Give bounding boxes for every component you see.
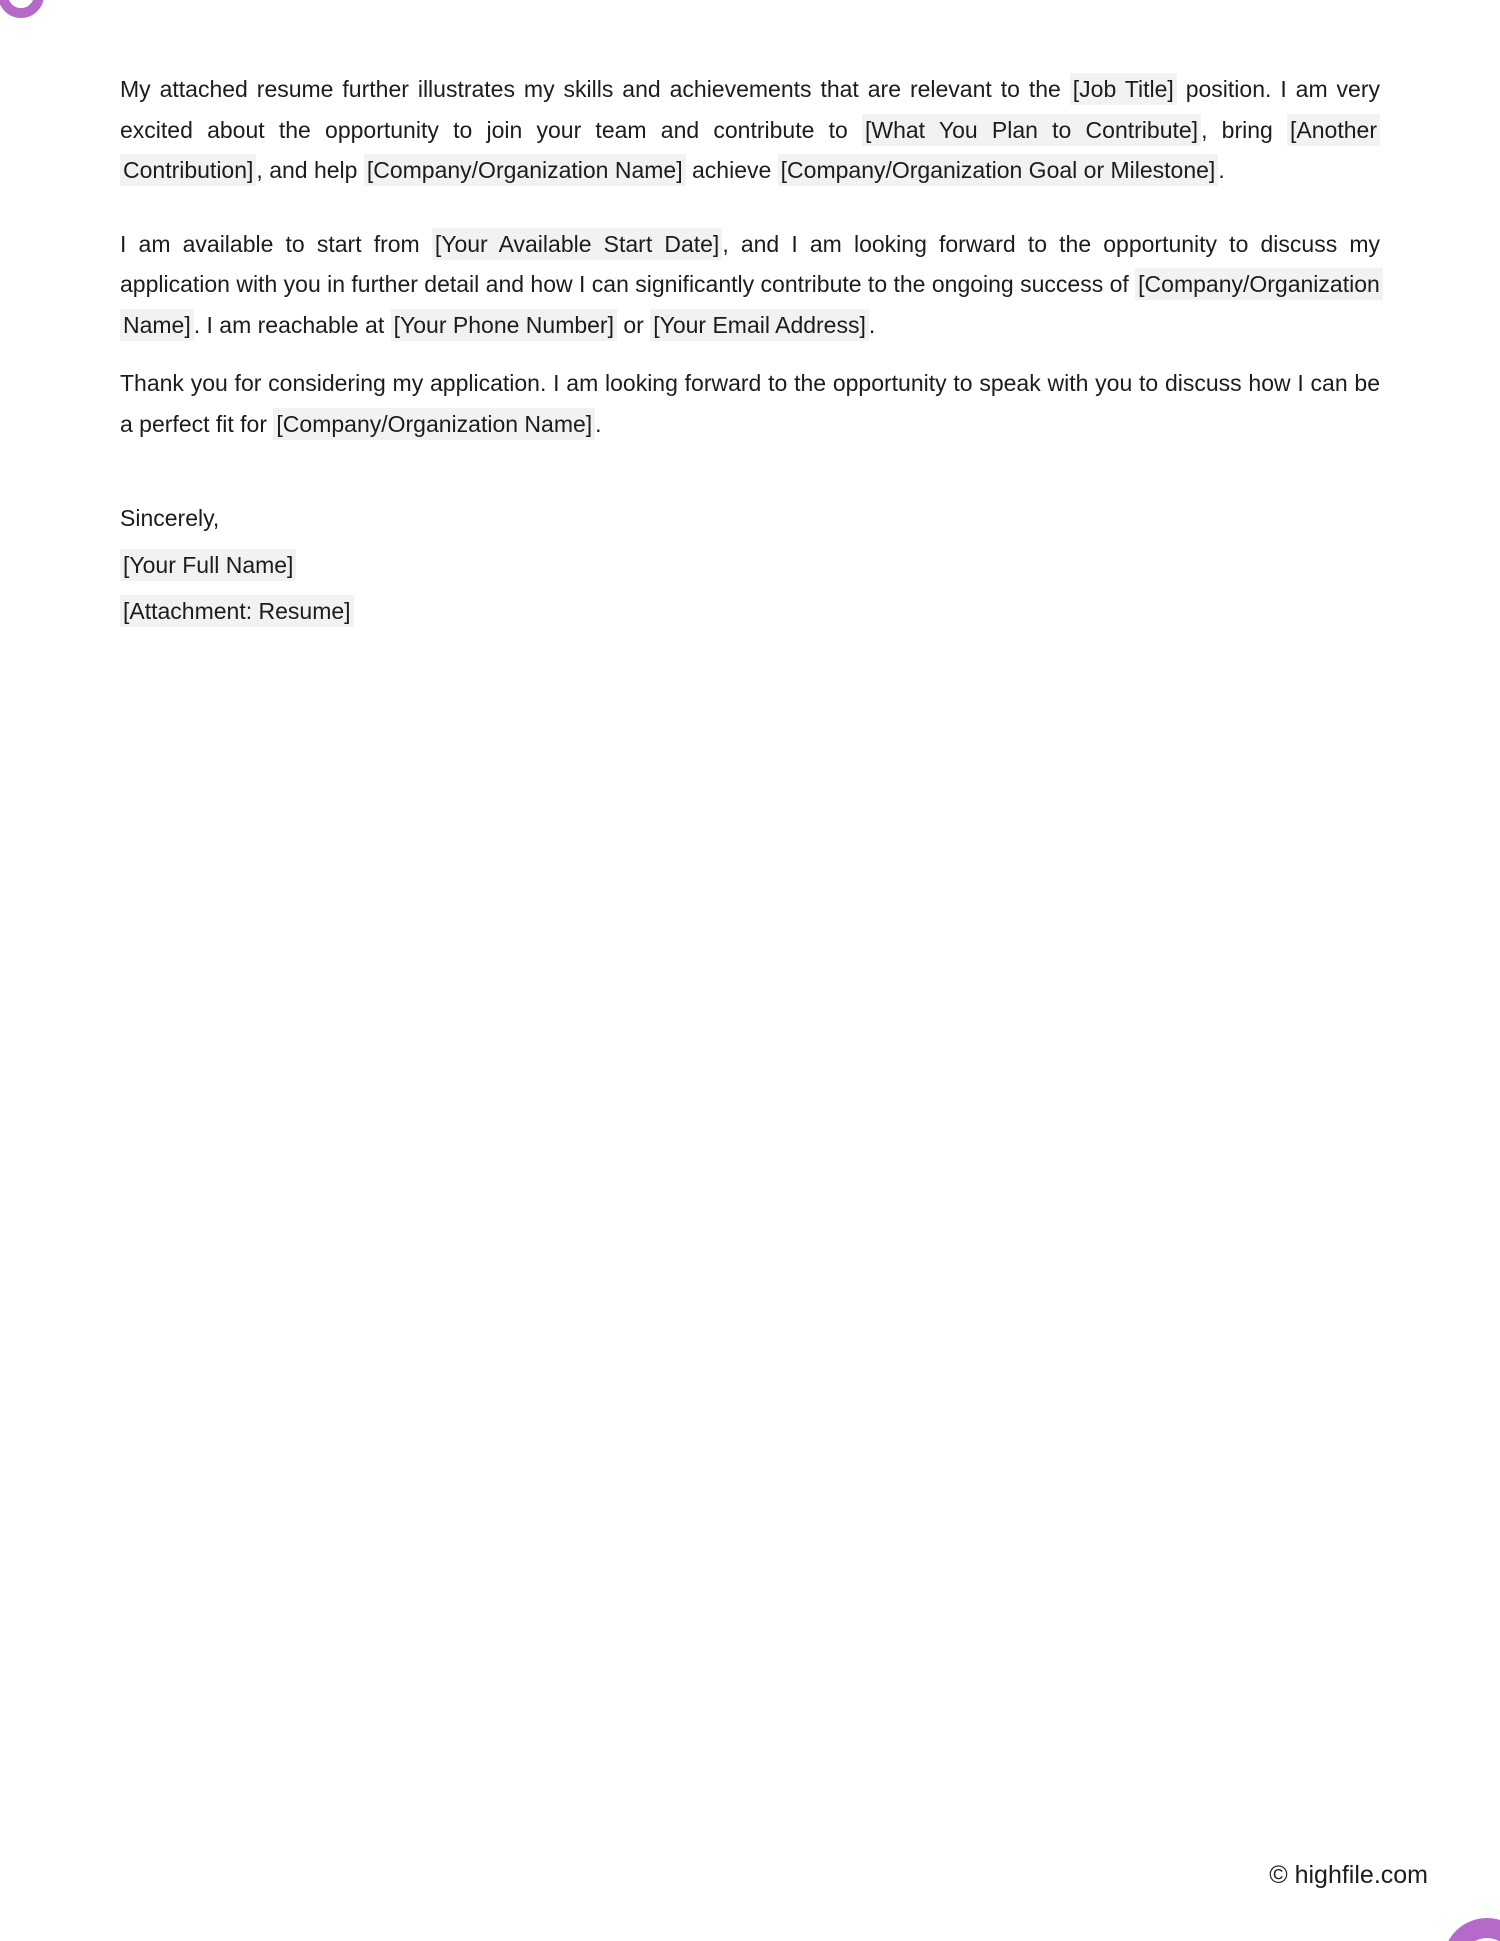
text-run: achieve xyxy=(685,157,778,183)
placeholder-field: [Your Available Start Date] xyxy=(432,228,722,260)
accent-ring-bottom-right-icon xyxy=(1443,1918,1500,1941)
paragraph xyxy=(120,498,1380,539)
paragraph xyxy=(120,545,1380,586)
text-run: Sincerely, xyxy=(120,505,220,531)
letter-paragraphs xyxy=(120,69,1380,444)
accent-ring-top-left-icon xyxy=(0,0,44,18)
text-run: Thank you for considering my application. I am looking forward to the opportunity to speak with you to discuss how I can be a perfect fit for xyxy=(120,370,1380,437)
text-run: , and help xyxy=(256,157,364,183)
placeholder-field: [Another Contribution] xyxy=(120,114,1380,187)
placeholder-field: [Your Full Name] xyxy=(120,549,296,581)
placeholder-field: [Job Title] xyxy=(1070,73,1177,105)
paragraph xyxy=(120,591,1380,632)
placeholder-field: [Attachment: Resume] xyxy=(120,595,354,627)
text-run: , and I am looking forward to the opportunity to discuss my application with you in further detail and how I can significantly contribute to the ongoing success of xyxy=(120,230,1380,297)
text-run: I am available to start from xyxy=(120,230,432,257)
placeholder-field: [Your Phone Number] xyxy=(391,309,617,341)
text-run: . I am reachable at xyxy=(193,311,391,338)
text-run: . xyxy=(1218,157,1225,183)
footer-credit: © highfile.com xyxy=(1269,1861,1428,1889)
placeholder-field: [Company/Organization Goal or Milestone] xyxy=(778,154,1219,186)
letter-body xyxy=(120,0,1380,638)
text-run: . xyxy=(595,410,602,437)
letter-closing xyxy=(120,498,1380,632)
paragraph xyxy=(120,224,1380,346)
placeholder-field: [Company/Organization Name] xyxy=(273,408,595,440)
text-run: , bring xyxy=(1201,116,1288,143)
placeholder-field: [Company/Organization Name] xyxy=(364,154,686,186)
text-run: position. I am very excited about the opportunity to join your team and contribute to xyxy=(120,76,1380,143)
placeholder-field: [Company/Organization Name] xyxy=(120,268,1383,341)
text-run: . xyxy=(868,311,876,338)
placeholder-field: [Your Email Address] xyxy=(650,309,869,341)
text-run: or xyxy=(616,311,651,338)
paragraph xyxy=(120,69,1380,191)
placeholder-field: [What You Plan to Contribute] xyxy=(862,114,1201,146)
text-run: My attached resume further illustrates my skills and achievements that are relevant to the xyxy=(120,76,1070,102)
paragraph xyxy=(120,363,1380,444)
